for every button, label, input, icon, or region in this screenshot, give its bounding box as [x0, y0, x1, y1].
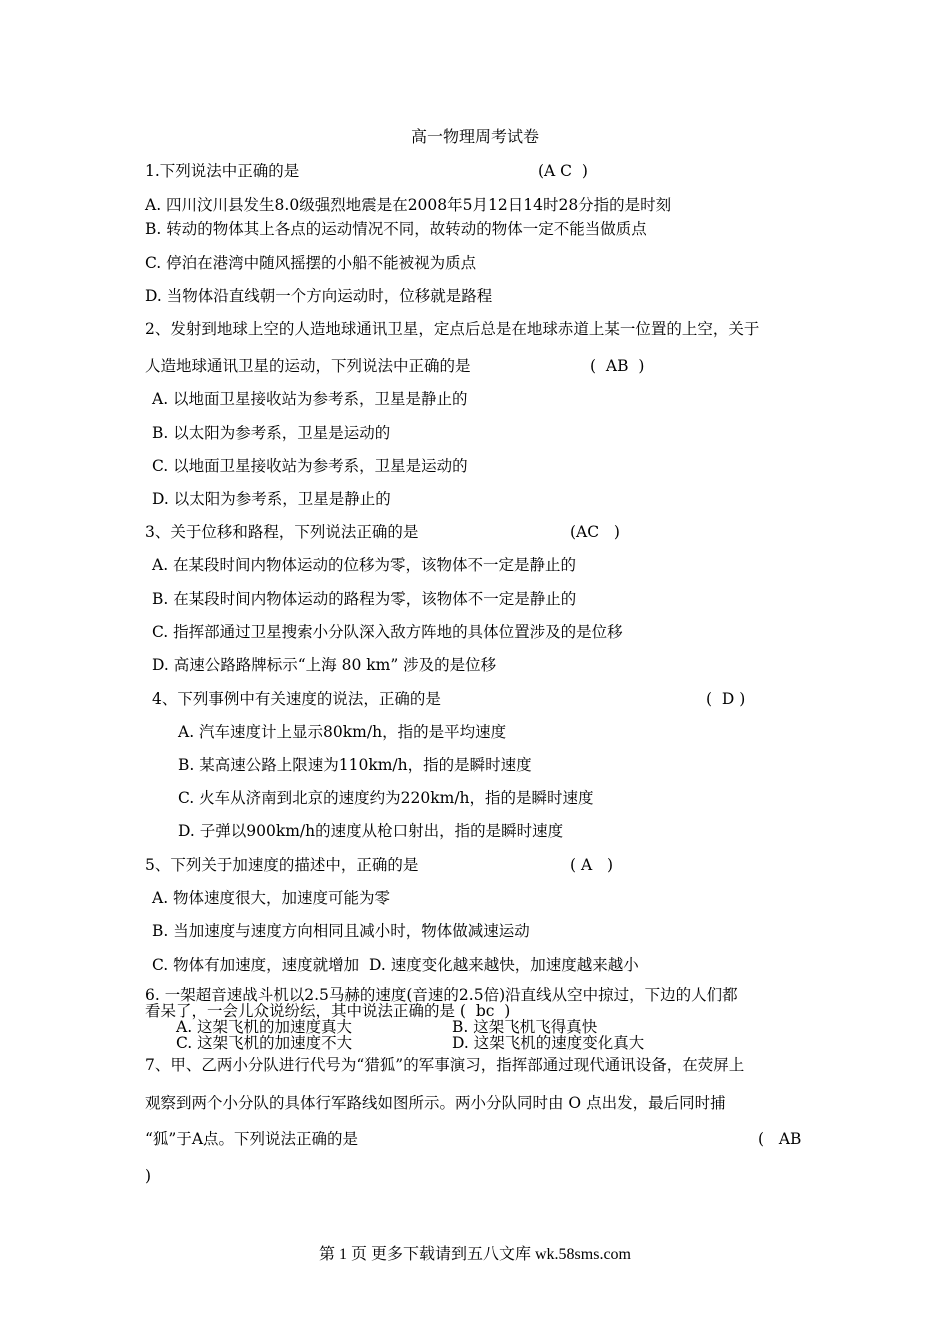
q5-answer: ( A ) — [570, 856, 613, 874]
q3-option-a: A. 在某段时间内物体运动的位移为零，该物体不一定是静止的 — [152, 556, 577, 574]
q2-option-b: B. 以太阳为参考系，卫星是运动的 — [152, 424, 391, 442]
q1-option-b: B. 转动的物体其上各点的运动情况不同，故转动的物体一定不能当做质点 — [145, 220, 647, 238]
q4-option-b: B. 某高速公路上限速为110km/h，指的是瞬时速度 — [178, 756, 532, 774]
q6-stem-line2: 看呆了，一会儿众说纷纭，其中说法正确的是 ( bc ) — [145, 1002, 511, 1020]
q6-option-c: C. 这架飞机的加速度不大 — [176, 1034, 353, 1052]
q2-option-d: D. 以太阳为参考系，卫星是静止的 — [152, 490, 391, 508]
q7-answer-open: ( AB — [758, 1130, 802, 1148]
q7-stem-line1: 7、甲、乙两小分队进行代号为“猎狐”的军事演习，指挥部通过现代通讯设备，在荧屏上 — [145, 1056, 745, 1074]
q4-option-a: A. 汽车速度计上显示80km/h，指的是平均速度 — [178, 723, 507, 741]
q4-option-c: C. 火车从济南到北京的速度约为220km/h，指的是瞬时速度 — [178, 789, 594, 807]
q6-option-d: D. 这架飞机的速度变化真大 — [452, 1034, 645, 1052]
page-footer: 第 1 页 更多下载请到五八文库 wk.58sms.com — [318, 1246, 631, 1263]
q6-stem-line1: 6. 一架超音速战斗机以2.5马赫的速度(音速的2.5倍)沿直线从空中掠过，下边的人们都 — [145, 986, 738, 1004]
page-title: 高一物理周考试卷 — [410, 127, 539, 146]
q2-answer: ( AB ) — [590, 357, 645, 375]
q3-option-c: C. 指挥部通过卫星搜索小分队深入敌方阵地的具体位置涉及的是位移 — [152, 623, 623, 641]
q1-option-c: C. 停泊在港湾中随风摇摆的小船不能被视为质点 — [145, 254, 477, 272]
q1-option-a: A. 四川汶川县发生8.0级强烈地震是在2008年5月12日14时28分指的是时刻 — [145, 196, 672, 214]
q7-answer-close: ) — [145, 1167, 152, 1185]
q1-option-d: D. 当物体沿直线朝一个方向运动时，位移就是路程 — [145, 287, 493, 305]
q1-stem: 1.下列说法中正确的是 — [145, 162, 300, 180]
q1-answer: (A C ) — [538, 162, 588, 180]
q2-stem-line1: 2、发射到地球上空的人造地球通讯卫星，定点后总是在地球赤道上某一位置的上空，关于 — [145, 320, 760, 338]
q5-option-cd: C. 物体有加速度，速度就增加 D. 速度变化越来越快，加速度越来越小 — [152, 956, 639, 974]
q3-option-d: D. 高速公路路牌标示“上海 80 km” 涉及的是位移 — [152, 656, 497, 674]
q2-stem-line2: 人造地球通讯卫星的运动，下列说法中正确的是 — [145, 357, 471, 375]
q4-stem: 4、下列事例中有关速度的说法，正确的是 — [152, 690, 441, 708]
q7-stem-line3: “狐”于A点。下列说法正确的是 — [145, 1130, 359, 1148]
q3-stem: 3、关于位移和路程，下列说法正确的是 — [145, 523, 419, 541]
q4-option-d: D. 子弹以900km/h的速度从枪口射出，指的是瞬时速度 — [178, 822, 564, 840]
q3-option-b: B. 在某段时间内物体运动的路程为零，该物体不一定是静止的 — [152, 590, 577, 608]
q7-stem-line2: 观察到两个小分队的具体行军路线如图所示。两小分队同时由 O 点出发，最后同时捕 — [145, 1094, 726, 1112]
q5-option-a: A. 物体速度很大，加速度可能为零 — [152, 889, 391, 907]
q2-option-c: C. 以地面卫星接收站为参考系，卫星是运动的 — [152, 457, 468, 475]
q6-option-b: B. 这架飞机飞得真快 — [452, 1018, 598, 1036]
q6-option-a: A. 这架飞机的加速度真大 — [176, 1018, 353, 1036]
q5-option-b: B. 当加速度与速度方向相同且减小时，物体做减速运动 — [152, 922, 530, 940]
q4-answer: ( D ) — [706, 690, 746, 708]
q2-option-a: A. 以地面卫星接收站为参考系，卫星是静止的 — [152, 390, 468, 408]
q5-stem: 5、下列关于加速度的描述中，正确的是 — [145, 856, 419, 874]
q3-answer: (AC ) — [570, 523, 620, 541]
